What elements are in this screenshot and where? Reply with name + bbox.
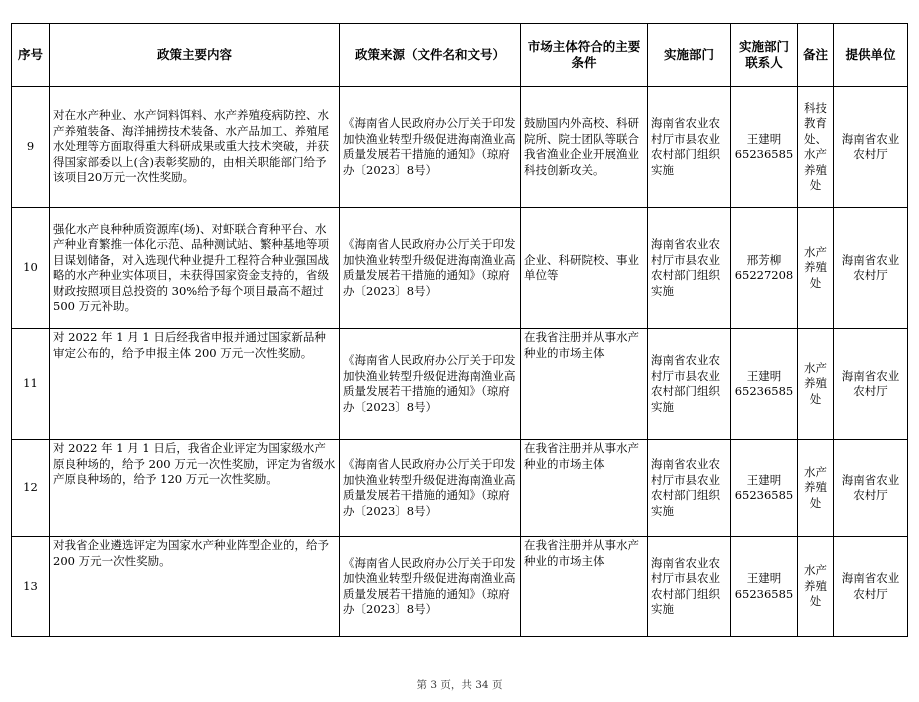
page-number: 第 3 页，共 34 页: [416, 679, 503, 691]
cell-seq: 12: [12, 440, 50, 537]
cell-provider: 海南省农业农村厅: [834, 440, 908, 537]
cell-note: 水产养殖处: [798, 329, 834, 440]
header-dept: 实施部门: [648, 24, 731, 87]
cell-source: 《海南省人民政府办公厅关于印发加快渔业转型升级促进海南渔业高质量发展若干措施的通知》（琼府办〔2023〕8号）: [340, 537, 521, 637]
cell-dept: 海南省农业农村厅市县农业农村部门组织实施: [648, 440, 731, 537]
cell-seq: 13: [12, 537, 50, 637]
cell-dept: 海南省农业农村厅市县农业农村部门组织实施: [648, 537, 731, 637]
cell-note: 水产养殖处: [798, 208, 834, 329]
cell-source: 《海南省人民政府办公厅关于印发加快渔业转型升级促进海南渔业高质量发展若干措施的通知》（琼府办〔2023〕8号）: [340, 87, 521, 208]
header-row: [12, 24, 908, 87]
cell-provider: 海南省农业农村厅: [834, 87, 908, 208]
cell-seq: 10: [12, 208, 50, 329]
cell-content: 对在水产种业、水产饲料饵料、水产养殖疫病防控、水产养殖装备、海洋捕捞技术装备、水产品加工、养殖尾水处理等方面取得重大科研成果或重大技术突破，并获得国家部委以上(含)表彰奖励的，由相关职能部门给予该项目20万元一次性奖励。: [50, 87, 340, 208]
cell-content: 对 2022 年 1 月 1 日后经我省申报并通过国家新品种审定公布的，给予申报主体 200 万元一次性奖励。: [50, 329, 340, 440]
cell-source: 《海南省人民政府办公厅关于印发加快渔业转型升级促进海南渔业高质量发展若干措施的通知》（琼府办〔2023〕8号）: [340, 208, 521, 329]
cell-condition: 企业、科研院校、事业单位等: [521, 208, 648, 329]
cell-contact: 王建明65236585: [731, 87, 798, 208]
cell-note: 水产养殖处: [798, 440, 834, 537]
cell-provider: 海南省农业农村厅: [834, 537, 908, 637]
table-row: [12, 537, 908, 637]
cell-source: 《海南省人民政府办公厅关于印发加快渔业转型升级促进海南渔业高质量发展若干措施的通知》（琼府办〔2023〕8号）: [340, 440, 521, 537]
cell-condition: 在我省注册并从事水产种业的市场主体: [521, 329, 648, 440]
policy-table: [11, 23, 908, 637]
header-source: 政策来源（文件名和文号）: [340, 24, 521, 87]
cell-content: 强化水产良种种质资源库(场)、对虾联合育种平台、水产种业育繁推一体化示范、品种测试站、繁种基地等项目谋划储备，对入选现代种业提升工程符合种业强国战略的水产种业实体项目，未获得国家资金支持的，省级财政按照项目总投资的 30%给予每个项目最高不超过500 万元补助。: [50, 208, 340, 329]
header-content: 政策主要内容: [50, 24, 340, 87]
cell-condition: 在我省注册并从事水产种业的市场主体: [521, 537, 648, 637]
cell-source: 《海南省人民政府办公厅关于印发加快渔业转型升级促进海南渔业高质量发展若干措施的通知》（琼府办〔2023〕8号）: [340, 329, 521, 440]
cell-content: 对我省企业遴选评定为国家水产种业阵型企业的，给予 200 万元一次性奖励。: [50, 537, 340, 637]
header-provider: 提供单位: [834, 24, 908, 87]
table-row: [12, 208, 908, 329]
cell-seq: 9: [12, 87, 50, 208]
cell-contact: 王建明65236585: [731, 537, 798, 637]
table-row: [12, 440, 908, 537]
cell-note: 水产养殖处: [798, 537, 834, 637]
table-row: [12, 329, 908, 440]
cell-contact: 邢芳柳65227208: [731, 208, 798, 329]
cell-content: 对 2022 年 1 月 1 日后，我省企业评定为国家级水产原良种场的，给予 200 万元一次性奖励，评定为省级水产原良种场的，给予 120 万元一次性奖励。: [50, 440, 340, 537]
cell-provider: 海南省农业农村厅: [834, 329, 908, 440]
cell-dept: 海南省农业农村厅市县农业农村部门组织实施: [648, 208, 731, 329]
header-note: 备注: [798, 24, 834, 87]
cell-seq: 11: [12, 329, 50, 440]
cell-note: 科技教育处、水产养殖处: [798, 87, 834, 208]
cell-contact: 王建明65236585: [731, 329, 798, 440]
header-condition: 市场主体符合的主要条件: [521, 24, 648, 87]
table-row: [12, 87, 908, 208]
cell-dept: 海南省农业农村厅市县农业农村部门组织实施: [648, 329, 731, 440]
cell-provider: 海南省农业农村厅: [834, 208, 908, 329]
cell-dept: 海南省农业农村厅市县农业农村部门组织实施: [648, 87, 731, 208]
header-contact: 实施部门联系人: [731, 24, 798, 87]
cell-condition: 在我省注册并从事水产种业的市场主体: [521, 440, 648, 537]
header-seq: 序号: [12, 24, 50, 87]
cell-condition: 鼓励国内外高校、科研院所、院士团队等联合我省渔业企业开展渔业科技创新攻关。: [521, 87, 648, 208]
cell-contact: 王建明65236585: [731, 440, 798, 537]
